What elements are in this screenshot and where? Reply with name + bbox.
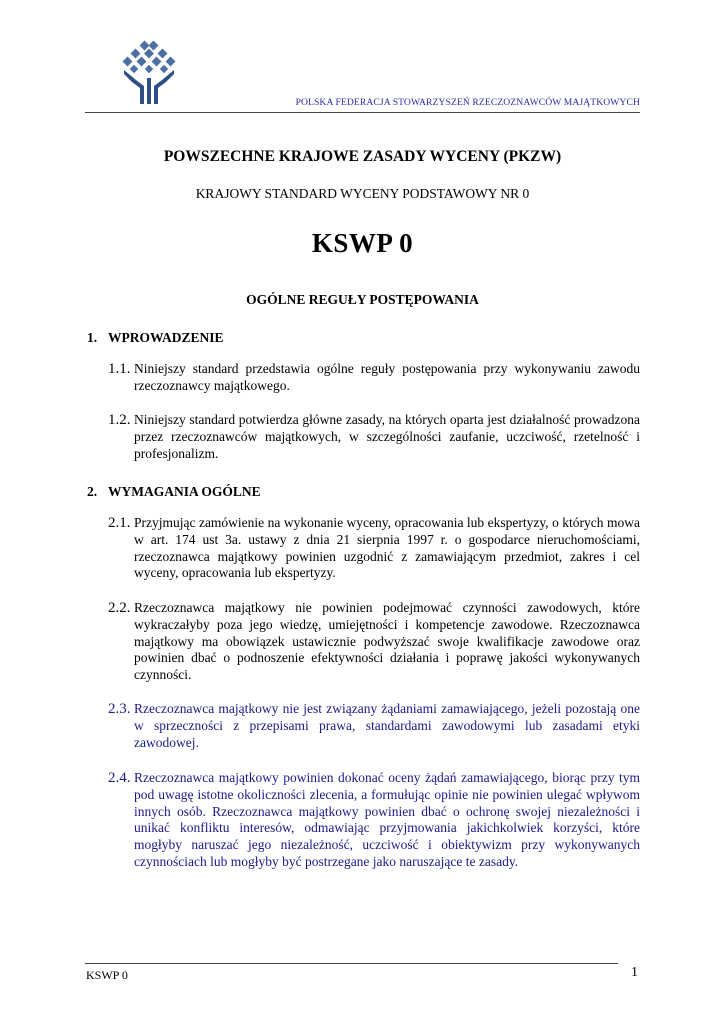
list-item bbox=[108, 515, 640, 582]
item-number: 2.4. bbox=[108, 770, 131, 786]
item-number: 2.1. bbox=[108, 515, 131, 531]
list-item bbox=[108, 770, 640, 871]
item-number: 2.2. bbox=[108, 600, 131, 616]
header-divider bbox=[85, 112, 640, 113]
section-number: 2. bbox=[87, 484, 98, 499]
list-item bbox=[108, 361, 640, 395]
list-item bbox=[108, 600, 640, 684]
footer-divider bbox=[85, 963, 618, 964]
item-number: 1.1. bbox=[108, 361, 131, 377]
section-title: WYMAGANIA OGÓLNE bbox=[108, 484, 261, 499]
list-item bbox=[108, 701, 640, 751]
list-item bbox=[108, 412, 640, 462]
standard-code: KSWP 0 bbox=[311, 228, 414, 258]
item-text: Rzeczoznawca majątkowy powinien dokonać oceny żądań zamawiającego, biorąc przy tym pod uwagę istotne okoliczności zlecenia, a formułując opinie nie powinien ulegać wpływom innych osób. Rzeczoznawca majątkowy powinien dbać o ochronę swojej niezależności i unikać konfliktu interesów, odmawiając przyjmowania jakichkolwiek korzyści, które mogłyby naruszać jego niezależność, uczciwość i obiektywizm przy wykonywanych czynnościach lub mogłyby być postrzegane jako naruszające te zasady. bbox=[134, 770, 640, 869]
document-subtitle: KRAJOWY STANDARD WYCENY PODSTAWOWY NR 0 bbox=[195, 186, 530, 201]
document-heading: OGÓLNE REGUŁY POSTĘPOWANIA bbox=[246, 292, 479, 307]
organization-name: POLSKA FEDERACJA STOWARZYSZEŃ RZECZOZNAWCÓW MAJĄTKOWYCH bbox=[295, 97, 640, 108]
section-heading bbox=[87, 484, 261, 500]
section-title: WPROWADZENIE bbox=[108, 330, 224, 345]
section-heading bbox=[87, 330, 224, 346]
section-number: 1. bbox=[87, 330, 98, 345]
item-text: Rzeczoznawca majątkowy nie jest związany żądaniami zamawiającego, jeżeli pozostają one w sprzeczności z przepisami prawa, standardami zawodowymi lub zasadami etyki zawodowej. bbox=[134, 701, 640, 750]
page-number: 1 bbox=[631, 965, 638, 980]
item-text: Niniejszy standard potwierdza główne zasady, na których oparta jest działalność prowadzona przez rzeczoznawców majątkowych, w szczególności zaufanie, uczciwość, rzetelność i profesjonalizm. bbox=[134, 412, 640, 461]
item-text: Niniejszy standard przedstawia ogólne reguły postępowania przy wykonywaniu zawodu rzeczoznawcy majątkowego. bbox=[134, 361, 640, 393]
item-text: Przyjmując zamówienie na wykonanie wyceny, opracowania lub ekspertyzy, o których mowa w art. 174 ust 3a. ustawy z dnia 21 sierpnia 1997 r. o gospodarce nieruchomościami, rzeczoznawca majątkowy powinien uzgodnić z zamawiającym przedmiot, zakres i cel wyceny, opracowania lub ekspertyzy. bbox=[134, 515, 640, 581]
document-title: POWSZECHNE KRAJOWE ZASADY WYCENY (PKZW) bbox=[163, 148, 562, 165]
footer-code: KSWP 0 bbox=[86, 968, 128, 982]
item-text: Rzeczoznawca majątkowy nie powinien podejmować czynności zawodowych, które wykraczałyby poza jego wiedzę, umiejętności i kompetencje zawodowe. Rzeczoznawca majątkowy ma obowiązek ustawicznie podwyższać swoje kwalifikacje zawodowe oraz powinien dbać o podnoszenie efektywności działania i poprawę jakości wykonywanych czynności. bbox=[134, 600, 640, 683]
item-number: 1.2. bbox=[108, 412, 131, 428]
item-number: 2.3. bbox=[108, 701, 131, 717]
federation-logo-icon bbox=[118, 40, 180, 106]
